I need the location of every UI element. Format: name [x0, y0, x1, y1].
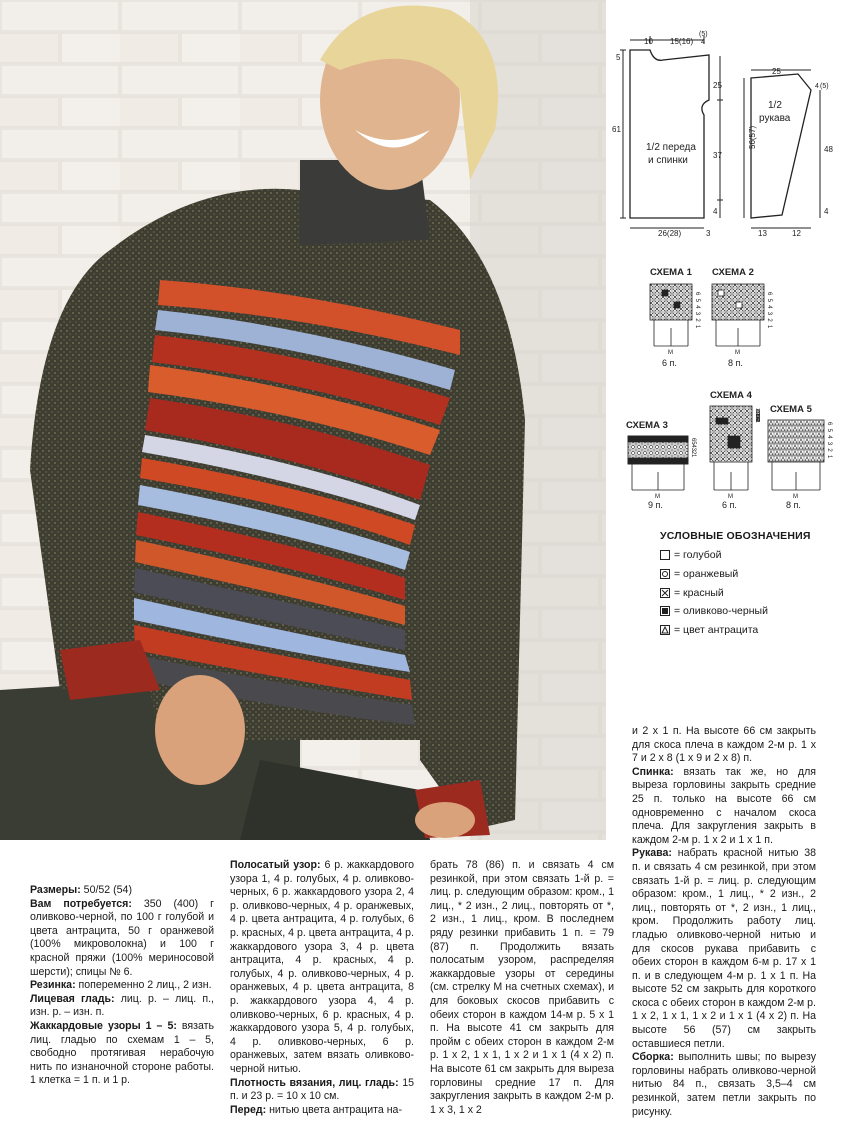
- legend-item: [660, 568, 738, 580]
- front-text: нитью цвета антрацита на-: [266, 1103, 402, 1116]
- rib-text: попеременно 2 лиц., 2 изн.: [75, 979, 212, 992]
- scheme-3-title: СХЕМА 3: [626, 420, 668, 431]
- dim-neck: 5: [616, 53, 621, 62]
- dim-top-a: 10: [644, 37, 653, 46]
- dim-armhole: 25: [713, 81, 722, 90]
- scheme-4-mark: М: [728, 494, 733, 500]
- scheme-2-rows: 6 5 4 3 2 1: [766, 292, 772, 330]
- text-column-3: [430, 859, 614, 1117]
- scheme-4-rows: 14 13 12 11 10 9 8 7 6 5 4 3 2 1: [754, 408, 760, 421]
- dim-sleeve-length: 56(57): [748, 125, 757, 149]
- dim-width: 26(28): [658, 229, 682, 238]
- dim-cap-1: 4: [815, 83, 819, 90]
- back-label: Спинка:: [632, 765, 674, 778]
- text-column-1: [30, 884, 214, 1088]
- scheme-1-width: 6 п.: [662, 358, 677, 368]
- sizes-value: 50/52 (54): [80, 884, 132, 896]
- filled-square-icon: [660, 606, 670, 616]
- stockinette-label: Лицевая гладь:: [30, 992, 115, 1005]
- stripe-label: Полосатый узор:: [230, 859, 321, 871]
- dim-cap-2: (5): [820, 83, 829, 90]
- legend-text: = оливково-черный: [674, 605, 768, 617]
- text-column-2: [230, 859, 414, 1117]
- scheme-5-width: 8 п.: [786, 500, 801, 510]
- scheme-1-rows: 6 5 4 3 2 1: [694, 292, 700, 330]
- dim-sleeve-body: 48: [824, 145, 833, 154]
- scheme-5-title: СХЕМА 5: [770, 404, 812, 415]
- stripe-text: 6 р. жаккардового узора 1, 4 р. голубых, 4 р. оливково-черных, 6 р. жаккардового узора 2, 4 р. оливково-черных, 4 р. оранжевых, 4 р. цвета антрацита, 4 р. голубых, 6 р. красных, 4 р. цвета антрацита, 4 р. жаккардового узора 3, 4 р. цвета антрацита, 4 р. красных, 4 р. голубых, 4 р. оливково-черных, 4 р. оранжевых, 4 р. цвета антрацита, 8 р. жаккардового узора 4, 4 р. оливково-черных, 6 р. красных, 4 р. жаккардового узора 5, 4 р. голубых, 4 р. оливково-черных, 6 р. оранжевых, затем вязать оливково-черной нитью.: [230, 859, 415, 1075]
- scheme-5-mark: М: [793, 494, 798, 500]
- back-text: вязать так же, но для выреза горловины закрыть средние 25 п. только на высоте 66 см одновременно с началом скоса плеча. Для закругления закрыть в каждом 2-м р. 1 x 2 и 1 x 1 п.: [632, 765, 816, 846]
- scheme-2-title: СХЕМА 2: [712, 267, 754, 278]
- legend-item: [660, 549, 721, 561]
- pattern-diagrams: [606, 0, 846, 238]
- legend-text: = оранжевый: [674, 568, 739, 580]
- sleeve-label-2: рукава: [759, 113, 791, 124]
- legend-item: [660, 624, 758, 636]
- dim-bottom-a: 13: [758, 229, 767, 238]
- dim-top-c1: (5): [699, 31, 708, 38]
- front-label-1: 1/2 переда: [646, 142, 696, 153]
- scheme-2-width: 8 п.: [728, 358, 743, 368]
- chart-schemes: [606, 258, 846, 520]
- sizes-label: Размеры:: [30, 884, 81, 896]
- cross-square-icon: [660, 588, 670, 598]
- dim-height: 61: [612, 125, 621, 134]
- circle-square-icon: [660, 569, 670, 579]
- dim-top-b: 15(16): [670, 37, 694, 46]
- empty-square-icon: [660, 550, 670, 560]
- legend-text: = красный: [674, 587, 724, 599]
- sleeves-text: набрать красной нитью 38 п. и связать 4 см резинкой, при этом связать 1-й р. = лиц. р. следующим образом: кром., 1 лиц., * 2 изн., 2 лиц., повторять от *, 2 изн., 1 лиц., кром. Продолжить работу лиц. гладью оливково-черной нитью и для скосов рукава прибавить с обеих сторон в каждом 6-м р. 17 x 1 п. и в следующем 4-м р. 1 x 1 п. На высоте 52 см закрыть для короткого скоса с обеих сторон в каждом 2-м р. 1 x 2, 1 x 1, 1 x 2 и 1 x 1 (4 x 2) п. На высоте 56 (57) см закрыть оставшиеся петли.: [632, 847, 816, 1050]
- scheme-1-mark: М: [668, 350, 673, 356]
- dim-cuff: 4: [824, 207, 829, 216]
- front-label: Перед:: [230, 1103, 267, 1116]
- scheme-4-title: СХЕМА 4: [710, 390, 752, 401]
- legend-text: = цвет антрацита: [674, 624, 759, 636]
- gauge-text: 15 п. и 23 р. = 10 x 10 см.: [230, 1076, 415, 1103]
- stockinette-text: лиц. р. – лиц. п., изн. р. – изн. п.: [30, 992, 214, 1019]
- legend-title: УСЛОВНЫЕ ОБОЗНАЧЕНИЯ: [660, 530, 811, 542]
- scheme-1-title: СХЕМА 1: [650, 267, 692, 278]
- legend-item: [660, 587, 724, 599]
- dim-bottom-b: 12: [792, 229, 801, 238]
- legend-item: [660, 605, 768, 617]
- dim-body: 37: [713, 151, 722, 160]
- sleeves-label: Рукава:: [632, 847, 672, 860]
- front-label-2: и спинки: [648, 155, 688, 166]
- scheme-3-mark: М: [655, 494, 660, 500]
- text-column-4: [632, 725, 816, 1119]
- scheme-4-width: 6 п.: [722, 500, 737, 510]
- materials-text: 350 (400) г оливково-черной, по 100 г голубой и цвета антрацита, 50 г оранжевой (100% микроволокна) и 100 г красной пряжи (100% мериносовой шерсти); спицы № 6.: [30, 897, 214, 978]
- dim-hem: 4: [713, 207, 718, 216]
- dim-side: 3: [706, 229, 711, 238]
- assembly-label: Сборка:: [632, 1051, 674, 1064]
- triangle-square-icon: [660, 625, 670, 635]
- front-continued-text: брать 78 (86) п. и связать 4 см резинкой, при этом связать 1-й р. = лиц. р. следующим образом: кром., 1 лиц., * 2 изн., 2 лиц., повторять от *, 2 изн., 1 лиц., кром. В последнем ряду резинки прибавить 1 п. = 79 (87) п. Продолжить вязать полосатым узором, распределяя жаккардовые узоры от середины (см. стрелку М на счетных схемах), и для боковых скосов прибавить с обеих сторон в каждом 14-м р. 5 x 1 п. На высоте 41 см закрыть для пройм с обеих сторон в каждом 2-м р. 1 x 2, 1 x 1, 1 x 2 и 1 x 1 (4 x 2) п. На высоте 61 см закрыть для выреза горловины средние 17 п. Для закругления закрыть в каждом 2-м р. 1 x 3, 1 x 2: [430, 859, 614, 1116]
- jacquard-label: Жаккардовые узоры 1 – 5:: [30, 1019, 177, 1032]
- jacquard-text: вязать лиц. гладью по схемам 1 – 5, свободно протягивая нерабочую нить по изнаночной стороне работы. 1 клетка = 1 п. и 1 р.: [30, 1019, 215, 1087]
- rib-label: Резинка:: [30, 979, 76, 992]
- dim-top-c2: 4: [701, 39, 705, 46]
- scheme-3-rows: 6 5 4 3 2 1: [690, 438, 696, 457]
- scheme-3-width: 9 п.: [648, 500, 663, 510]
- dim-sleeve-top: 25: [772, 67, 781, 76]
- gauge-label: Плотность вязания, лиц. гладь:: [230, 1076, 399, 1089]
- sleeve-label-1: 1/2: [768, 100, 782, 111]
- assembly-text: выполнить швы; по вырезу горловины набрать оливково-черной нитью 84 п., связать 3,5–4 см резинкой, затем петли закрыть по рисунку.: [632, 1051, 816, 1118]
- scheme-5-rows: 6 5 4 3 2 1: [826, 422, 832, 460]
- front-end-text: и 2 x 1 п. На высоте 66 см закрыть для скоса плеча в каждом 2-м р. 1 x 7 и 2 x 8 (1 x 9 и 2 x 8) п.: [632, 725, 816, 765]
- legend-text: = голубой: [674, 549, 722, 561]
- materials-label: Вам потребуется:: [30, 897, 132, 910]
- scheme-2-mark: М: [735, 350, 740, 356]
